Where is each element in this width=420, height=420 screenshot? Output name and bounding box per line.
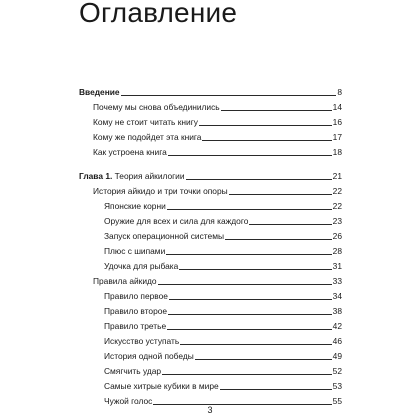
toc-entry-page: 55: [332, 396, 342, 406]
dot-leader: [249, 224, 331, 225]
toc-entry-page: 23: [332, 216, 342, 226]
dot-leader: [220, 389, 332, 390]
toc-entry-label: Почему мы снова объединились: [93, 102, 220, 112]
toc-entry-label: Чужой голос: [104, 396, 153, 406]
toc-entry-label: Самые хитрые кубики в мире: [104, 381, 219, 391]
toc-entry[interactable]: [104, 196, 342, 211]
toc-entry-label: Искусство уступать: [104, 336, 180, 346]
toc-entry-label: Удочка для рыбака: [104, 261, 179, 271]
toc-entry-page: 22: [332, 201, 342, 211]
toc-entry-label: [79, 171, 186, 181]
toc-entry-page: 38: [332, 306, 342, 316]
toc-entry-label: История айкидо и три точки опоры: [93, 186, 228, 196]
toc-entry-page: 16: [332, 117, 342, 127]
toc-entry-label: Правило третье: [104, 321, 167, 331]
toc-entry[interactable]: [104, 256, 342, 271]
dot-leader: [167, 329, 332, 330]
toc-entry-label: Оружие для всех и сила для каждого: [104, 216, 249, 226]
toc-entry-page: 52: [332, 366, 342, 376]
dot-leader: [162, 374, 332, 375]
toc-entry-page: 34: [332, 291, 342, 301]
toc-entry-page: 46: [332, 336, 342, 346]
dot-leader: [180, 344, 331, 345]
toc-entry-chapter-1[interactable]: [79, 166, 342, 181]
toc-entry[interactable]: [104, 331, 342, 346]
toc-entry[interactable]: [93, 97, 342, 112]
toc-entry[interactable]: [93, 127, 342, 142]
page-number: 3: [207, 405, 213, 415]
toc-entry-page: 42: [332, 321, 342, 331]
dot-leader: [199, 125, 332, 126]
dot-leader: [229, 194, 332, 195]
toc-entry-page: 31: [332, 261, 342, 271]
dot-leader: [166, 254, 331, 255]
toc-entry-page: 17: [332, 132, 342, 142]
toc-entry-label: Как устроена книга: [93, 147, 167, 157]
toc-entry[interactable]: [93, 271, 342, 286]
toc-entry-page: 8: [337, 87, 342, 97]
chapter-number: Глава 1.: [79, 171, 113, 181]
dot-leader: [195, 359, 332, 360]
page-title: Оглавление: [79, 0, 238, 28]
toc-entry[interactable]: [93, 181, 342, 196]
dot-leader: [225, 239, 332, 240]
toc-entry-label: Правило второе: [104, 306, 168, 316]
toc-entry[interactable]: [104, 391, 342, 406]
toc-entry-label: Японские корни: [104, 201, 166, 211]
dot-leader: [186, 179, 332, 180]
toc-entry-label: Кому не стоит читать книгу: [93, 117, 198, 127]
toc-entry[interactable]: [104, 346, 342, 361]
toc-entry-page: 26: [332, 231, 342, 241]
dot-leader: [221, 110, 332, 111]
toc-entry-label: Смягчить удар: [104, 366, 162, 376]
dot-leader: [121, 95, 337, 96]
toc-entry[interactable]: [104, 211, 342, 226]
toc-entry[interactable]: [104, 361, 342, 376]
dot-leader: [158, 284, 332, 285]
toc-entry-label: Введение: [79, 87, 120, 97]
dot-leader: [168, 155, 332, 156]
chapter-title: Теория айкилогии: [112, 171, 185, 181]
toc-entry[interactable]: [104, 316, 342, 331]
toc-entry-page: 53: [332, 381, 342, 391]
toc-entry-page: 14: [332, 102, 342, 112]
toc-entry-label: Правила айкидо: [93, 276, 157, 286]
toc-entry-label: История одной победы: [104, 351, 194, 361]
dot-leader: [169, 299, 332, 300]
dot-leader: [167, 209, 332, 210]
toc-entry[interactable]: [93, 112, 342, 127]
dot-leader: [168, 314, 332, 315]
toc-entry-page: 22: [332, 186, 342, 196]
toc-entry-page: 28: [332, 246, 342, 256]
toc-entry[interactable]: [104, 241, 342, 256]
toc-entry-page: 49: [332, 351, 342, 361]
toc-entry-page: 21: [332, 171, 342, 181]
toc-entry-introduction[interactable]: [79, 82, 342, 97]
toc-entry-label: Запуск операционной системы: [104, 231, 224, 241]
dot-leader: [202, 140, 331, 141]
toc-entry-label: Кому же подойдет эта книга: [93, 132, 202, 142]
toc-entry-page: 33: [332, 276, 342, 286]
toc-entry-label: Плюс с шипами: [104, 246, 166, 256]
toc-entry-page: 18: [332, 147, 342, 157]
toc-entry-label: Правило первое: [104, 291, 168, 301]
toc-entry[interactable]: [93, 142, 342, 157]
toc-entry[interactable]: [104, 286, 342, 301]
toc-entry[interactable]: [104, 376, 342, 391]
toc-entry[interactable]: [104, 226, 342, 241]
dot-leader: [179, 269, 331, 270]
toc-entry[interactable]: [104, 301, 342, 316]
